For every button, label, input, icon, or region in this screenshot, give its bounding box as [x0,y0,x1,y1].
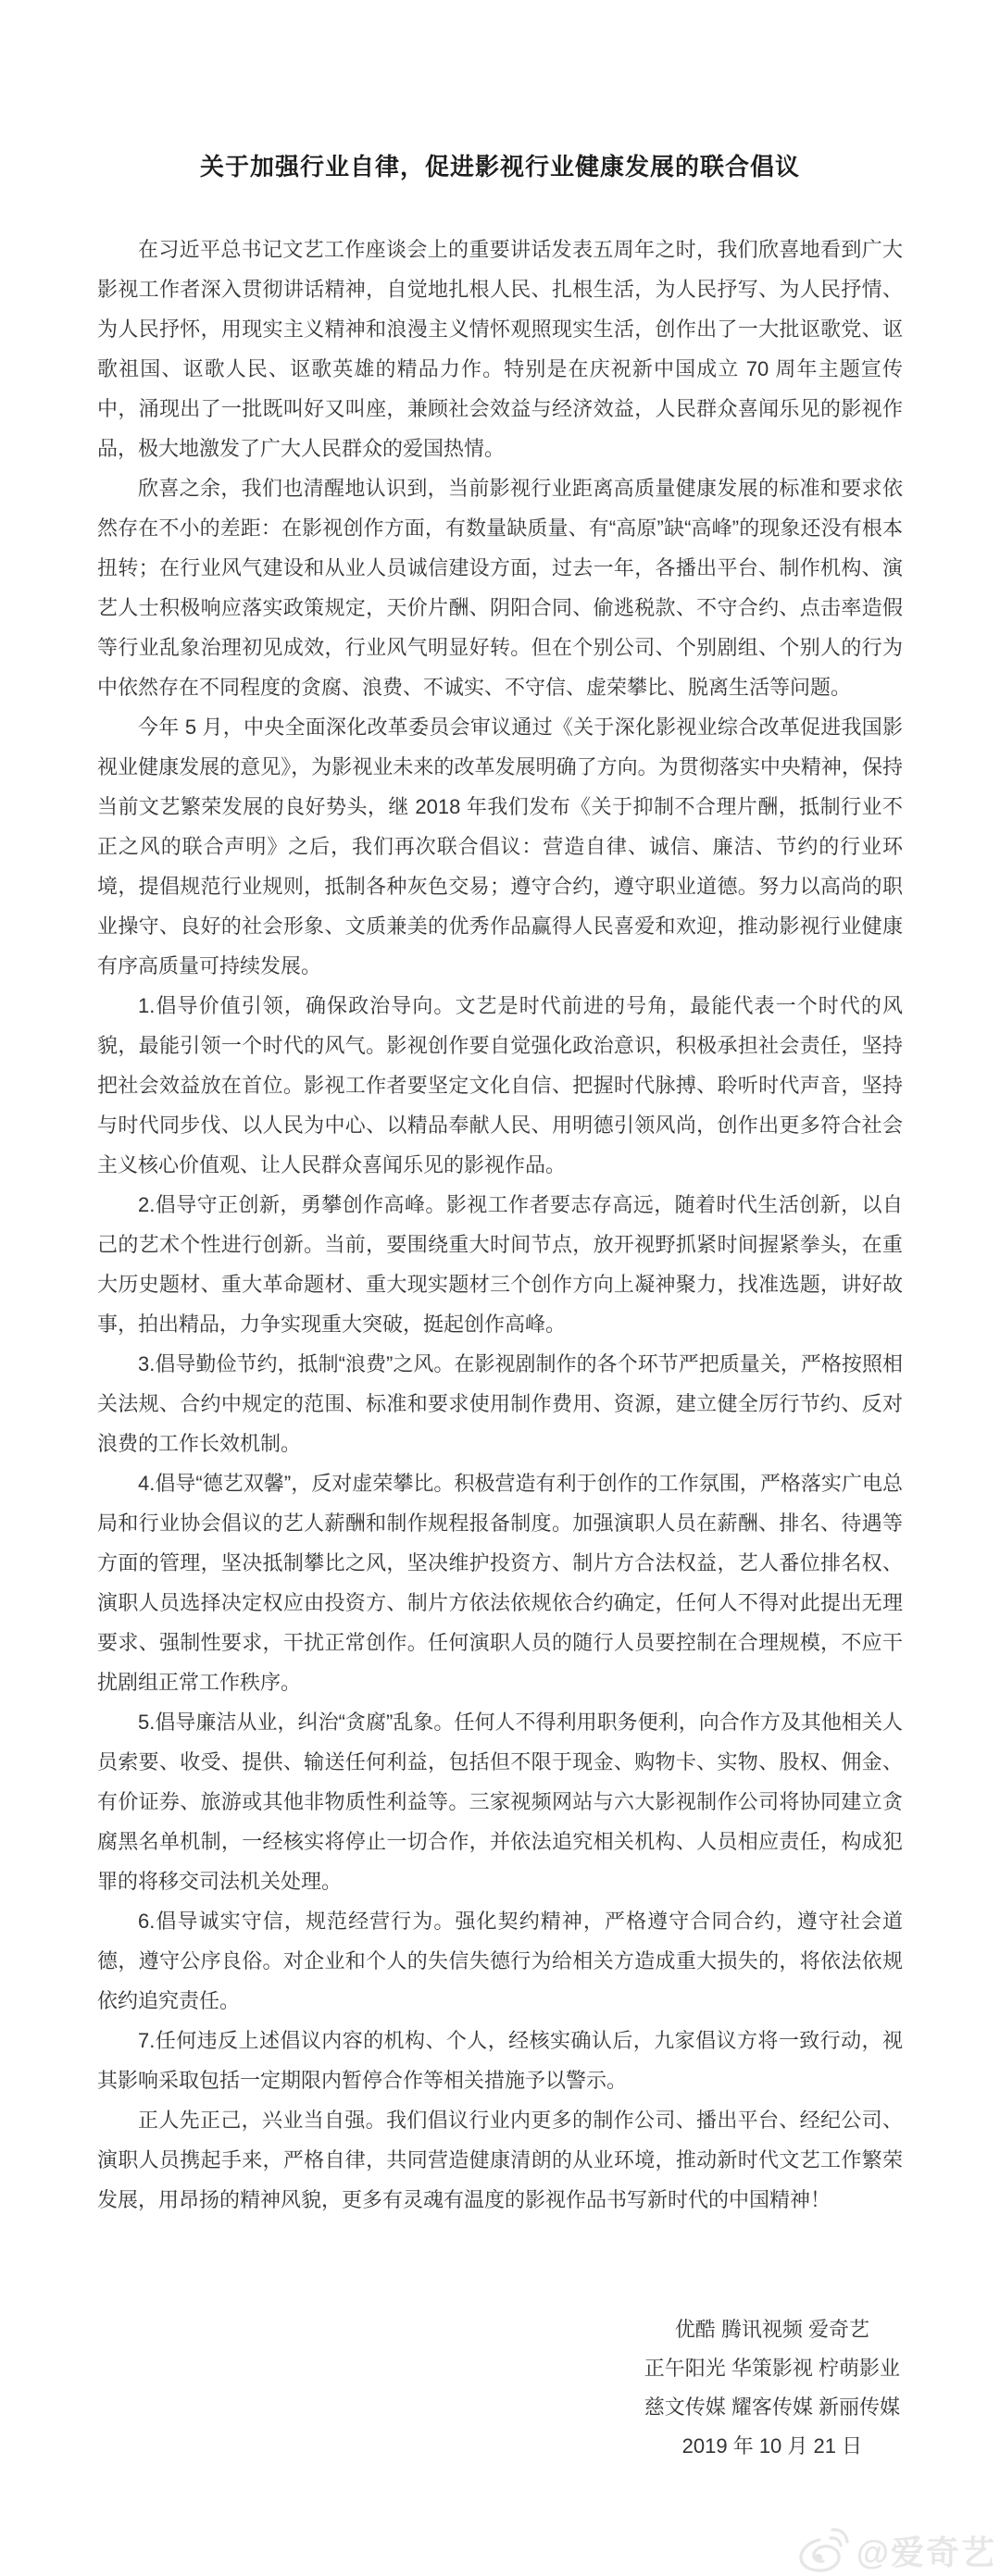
watermark-handle: @爱奇艺 [856,2532,996,2571]
document-body [97,230,903,2220]
paragraph-point-4: 4.倡导“德艺双馨”，反对虚荣攀比。积极营造有利于创作的工作氛围，严格落实广电总局和行业协会倡议的艺人薪酬和制作规程报备制度。加强演职人员在薪酬、排名、待遇等方面的管理，坚决抵制攀比之风，坚决维护投资方、制片方合法权益，艺人番位排名权、演职人员选择决定权应由投资方、制片方依法依规依合约确定，任何人不得对此提出无理要求、强制性要求，干扰正常创作。任何演职人员的随行人员要控制在合理规模，不应干扰剧组正常工作秩序。 [97,1472,903,1694]
date-line: 2019 年 10 月 21 日 [681,2434,863,2458]
paragraph-point-6: 6.倡导诚实守信，规范经营行为。强化契约精神，严格遵守合同合约，遵守社会道德，遵守公序良俗。对企业和个人的失信失德行为给相关方造成重大损失的，将依法依规依约追究责任。 [97,1910,903,2012]
weibo-icon [797,2526,849,2574]
paragraph-point-3: 3.倡导勤俭节约，抵制“浪费”之风。在影视剧制作的各个环节严把质量关，严格按照相关法规、合约中规定的范围、标准和要求使用制作费用、资源，建立健全厉行节约、反对浪费的工作长效机制。 [97,1352,903,1455]
document-title: 关于加强行业自律，促进影视行业健康发展的联合倡议 [199,153,800,180]
watermark [797,2526,996,2574]
signature-line-studios-1: 正午阳光 华策影视 柠萌影业 [644,2357,900,2380]
signature-block [644,2310,900,2466]
paragraph-policy: 今年 5 月，中央全面深化改革委员会审议通过《关于深化影视业综合改革促进我国影视业健康发展的意见》，为影视业未来的改革发展明确了方向。为贯彻落实中央精神，保持当前文艺繁荣发展的良好势头，继 2018 年我们发布《关于抑制不合理片酬，抵制行业不正之风的联合声明》之后，我们再次联合倡议：营造自律、诚信、廉洁、节约的行业环境，提倡规范行业规则，抵制各种灰色交易；遵守合约，遵守职业道德。努力以高尚的职业操守、良好的社会形象、文质兼美的优秀作品赢得人民喜爱和欢迎，推动影视行业健康有序高质量可持续发展。 [97,716,903,977]
paragraph-intro: 在习近平总书记文艺工作座谈会上的重要讲话发表五周年之时，我们欣喜地看到广大影视工作者深入贯彻讲话精神，自觉地扎根人民、扎根生活，为人民抒写、为人民抒情、为人民抒怀，用现实主义精神和浪漫主义情怀观照现实生活，创作出了一大批讴歌党、讴歌祖国、讴歌人民、讴歌英雄的精品力作。特别是在庆祝新中国成立 70 周年主题宣传中，涌现出了一批既叫好又叫座，兼顾社会效益与经济效益，人民群众喜闻乐见的影视作品，极大地激发了广大人民群众的爱国热情。 [97,238,903,460]
paragraph-closing: 正人先正己，兴业当自强。我们倡议行业内更多的制作公司、播出平台、经纪公司、演职人员携起手来，严格自律，共同营造健康清朗的从业环境，推动新时代文艺工作繁荣发展，用昂扬的精神风貌，更多有灵魂有温度的影视作品书写新时代的中国精神！ [97,2109,903,2211]
signature-line-studios-2: 慈文传媒 耀客传媒 新丽传媒 [644,2396,900,2419]
paragraph-point-2: 2.倡导守正创新，勇攀创作高峰。影视工作者要志存高远，随着时代生活创新，以自己的艺术个性进行创新。当前，要围绕重大时间节点，放开视野抓紧时间握紧拳头，在重大历史题材、重大革命题材、重大现实题材三个创作方向上凝神聚力，找准选题，讲好故事，拍出精品，力争实现重大突破，挺起创作高峰。 [97,1193,903,1336]
paragraph-point-5: 5.倡导廉洁从业，纠治“贪腐”乱象。任何人不得利用职务便利，向合作方及其他相关人员索要、收受、提供、输送任何利益，包括但不限于现金、购物卡、实物、股权、佣金、有价证券、旅游或其他非物质性利益等。三家视频网站与六大影视制作公司将协同建立贪腐黑名单机制，一经核实将停止一切合作，并依法追究相关机构、人员相应责任，构成犯罪的将移交司法机关处理。 [97,1711,903,1893]
paragraph-problems: 欣喜之余，我们也清醒地认识到，当前影视行业距离高质量健康发展的标准和要求依然存在不小的差距：在影视创作方面，有数量缺质量、有“高原”缺“高峰”的现象还没有根本扭转；在行业风气建设和从业人员诚信建设方面，过去一年，各播出平台、制作机构、演艺人士积极响应落实政策规定，天价片酬、阴阳合同、偷逃税款、不守合约、点击率造假等行业乱象治理初见成效，行业风气明显好转。但在个别公司、个别剧组、个别人的行为中依然存在不同程度的贪腐、浪费、不诚实、不守信、虚荣攀比、脱离生活等问题。 [97,477,903,699]
signature-line-platforms: 优酷 腾讯视频 爱奇艺 [674,2318,869,2341]
paragraph-point-7: 7.任何违反上述倡议内容的机构、个人，经核实确认后，九家倡议方将一致行动，视其影响采取包括一定期限内暂停合作等相关措施予以警示。 [97,2029,903,2092]
paragraph-point-1: 1.倡导价值引领，确保政治导向。文艺是时代前进的号角，最能代表一个时代的风貌，最能引领一个时代的风气。影视创作要自觉强化政治意识，积极承担社会责任，坚持把社会效益放在首位。影视工作者要坚定文化自信、把握时代脉搏、聆听时代声音，坚持与时代同步伐、以人民为中心、以精品奉献人民、用明德引领风尚，创作出更多符合社会主义核心价值观、让人民群众喜闻乐见的影视作品。 [97,994,903,1176]
